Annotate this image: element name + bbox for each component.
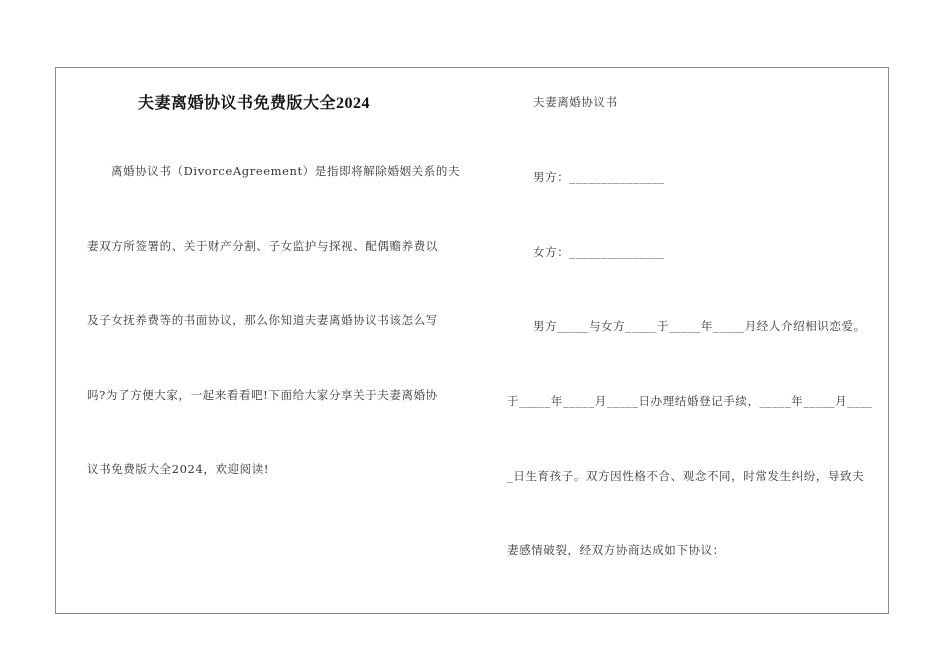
intro-line-3: 及子女抚养费等的书面协议，那么你知道夫妻离婚协议书该怎么写 [87,313,438,327]
intro-line-1: 离婚协议书（DivorceAgreement）是指即将解除婚姻关系的夫 [111,164,461,178]
agreement-heading: 夫妻离婚协议书 [533,95,618,109]
page-frame [55,67,889,614]
intro-line-2: 妻双方所签署的、关于财产分割、子女监护与探视、配偶赡养费以 [87,239,438,253]
intro-line-4: 吗?为了方便大家，一起来看看吧!下面给大家分享关于夫妻离婚协 [87,388,438,402]
female-party-line: 女方：_______________ [533,245,665,259]
body-line-1: 男方_____与女方_____于_____年_____月经人介绍相识恋爱。 [533,319,866,333]
body-line-3: _日生育孩子。双方因性格不合、观念不同，时常发生纠纷，导致夫 [507,469,865,483]
male-party-line: 男方：_______________ [533,170,665,184]
document-title: 夫妻离婚协议书免费版大全2024 [138,95,371,112]
intro-line-5: 议书免费版大全2024，欢迎阅读! [87,462,270,476]
body-line-2: 于_____年_____月_____日办理结婚登记手续，_____年_____月____ [507,394,873,408]
body-line-4: 妻感情破裂，经双方协商达成如下协议： [507,543,725,557]
